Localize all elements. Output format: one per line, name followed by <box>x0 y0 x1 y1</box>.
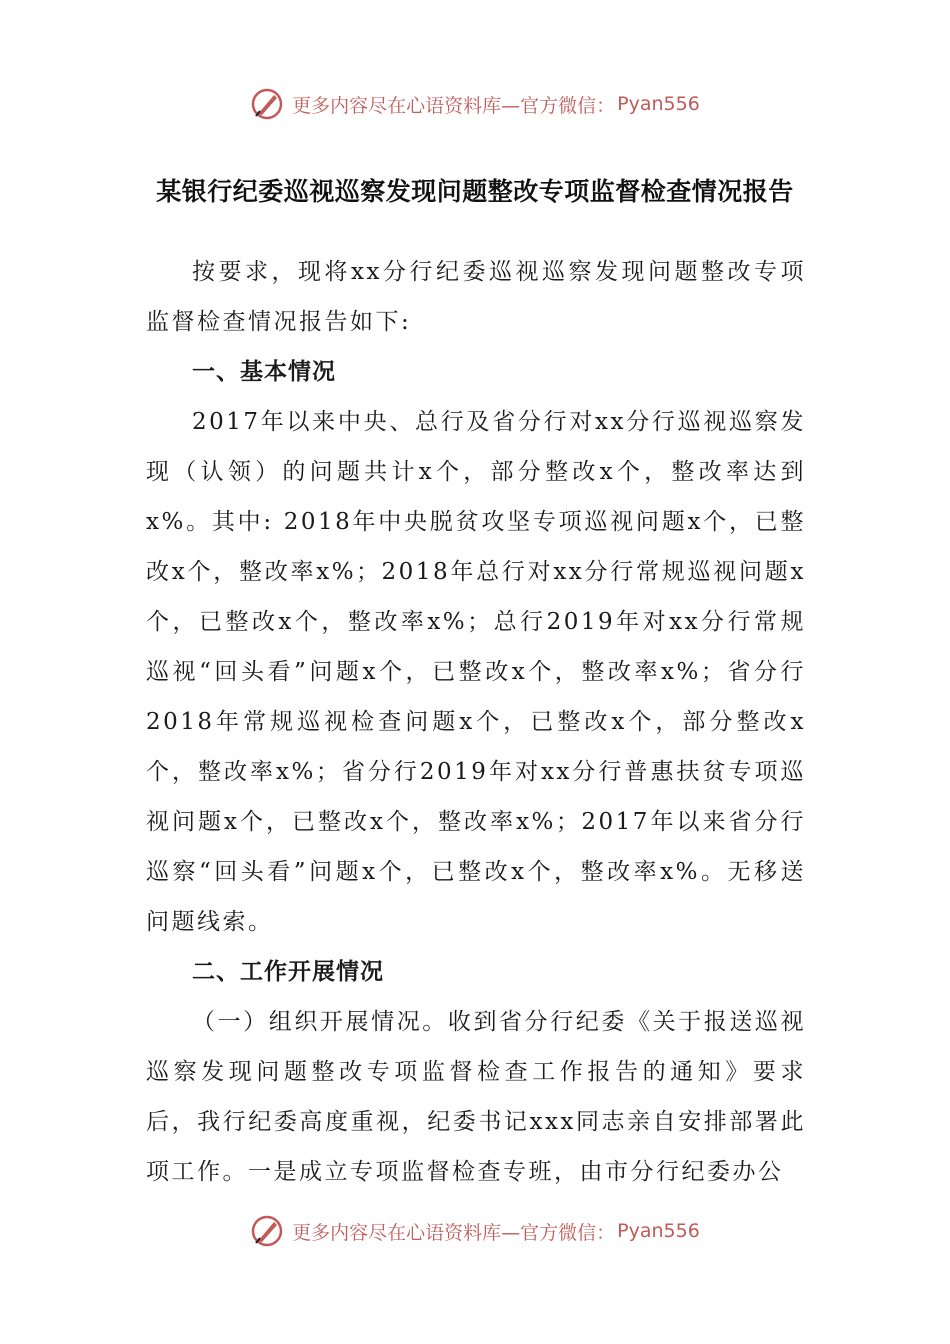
work-progress-paragraph: （一）组织开展情况。收到省分行纪委《关于报送巡视巡察发现问题整改专项监督检查工作报告的通知》要求后，我行纪委高度重视，纪委书记xxx同志亲自安排部署此项工作。一是成立专项监督检查专班，由市分行纪委办公 <box>146 1009 806 1185</box>
watermark-wechat-id: Pyan556 <box>617 93 700 115</box>
intro-paragraph: 按要求，现将xx分行纪委巡视巡察发现问题整改专项监督检查情况报告如下: <box>146 259 806 335</box>
quill-logo-icon <box>250 87 284 121</box>
section-heading-basic: 一、基本情况 <box>192 359 336 385</box>
watermark-text: 更多内容尽在心语资料库—官方微信： <box>292 1221 616 1244</box>
watermark-footer <box>0 1211 950 1251</box>
watermark-text: 更多内容尽在心语资料库—官方微信： <box>292 94 616 117</box>
watermark-wechat-id: Pyan556 <box>617 1220 700 1242</box>
section-heading-work: 二、工作开展情况 <box>192 959 384 985</box>
watermark-header <box>0 84 950 124</box>
quill-logo-icon <box>250 1214 284 1248</box>
document-title: 某银行纪委巡视巡察发现问题整改专项监督检查情况报告 <box>156 177 794 206</box>
document-body <box>146 247 806 1197</box>
basic-situation-paragraph: 2017年以来中央、总行及省分行对xx分行巡视巡察发现（认领）的问题共计x个，部分整改x个，整改率达到x%。其中: 2018年中央脱贫攻坚专项巡视问题x个，已整改x个，整改率x%；2018年总行对xx分行常规巡视问题x个，已整改x个，整改率x%；总行2019年对xx分行常规巡视“回头看”问题x个，已整改x个，整改率x%；省分行2018年常规巡视检查问题x个，已整改x个，部分整改x个，整改率x%；省分行2019年对xx分行普惠扶贫专项巡视问题x个，已整改x个，整改率x%；2017年以来省分行巡察“回头看”问题x个，已整改x个，整改率x%。无移送问题线索。 <box>146 409 806 935</box>
